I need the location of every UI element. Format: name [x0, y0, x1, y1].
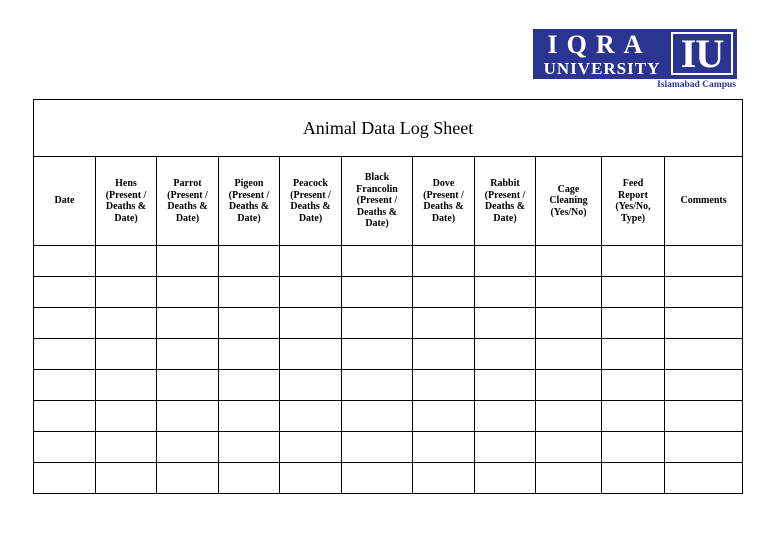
table-cell[interactable] [280, 370, 342, 401]
column-header: Parrot (Present / Deaths & Date) [157, 157, 219, 246]
table-cell[interactable] [536, 308, 602, 339]
table-cell[interactable] [602, 463, 665, 494]
table-cell[interactable] [96, 308, 157, 339]
table-cell[interactable] [342, 277, 413, 308]
table-cell[interactable] [157, 308, 219, 339]
university-logo [533, 29, 737, 79]
table-cell[interactable] [475, 246, 536, 277]
table-cell[interactable] [157, 370, 219, 401]
table-cell[interactable] [34, 463, 96, 494]
table-cell[interactable] [665, 432, 743, 463]
table-cell[interactable] [665, 308, 743, 339]
table-cell[interactable] [342, 463, 413, 494]
table-cell[interactable] [34, 370, 96, 401]
table-cell[interactable] [602, 246, 665, 277]
table-cell[interactable] [602, 370, 665, 401]
column-header: Dove (Present / Deaths & Date) [413, 157, 475, 246]
table-cell[interactable] [342, 432, 413, 463]
column-header: Black Francolin (Present / Deaths & Date) [342, 157, 413, 246]
table-cell[interactable] [413, 246, 475, 277]
table-cell[interactable] [413, 370, 475, 401]
table-cell[interactable] [413, 308, 475, 339]
table-cell[interactable] [280, 308, 342, 339]
table-cell[interactable] [219, 432, 280, 463]
table-row [34, 277, 743, 308]
table-cell[interactable] [34, 246, 96, 277]
logo-mark: IU [671, 32, 733, 75]
table-cell[interactable] [413, 463, 475, 494]
table-cell[interactable] [536, 401, 602, 432]
table-cell[interactable] [219, 246, 280, 277]
table-cell[interactable] [536, 463, 602, 494]
table-cell[interactable] [536, 277, 602, 308]
table-cell[interactable] [413, 401, 475, 432]
column-header: Peacock (Present / Deaths & Date) [280, 157, 342, 246]
table-cell[interactable] [475, 432, 536, 463]
table-cell[interactable] [342, 308, 413, 339]
table-cell[interactable] [602, 401, 665, 432]
table-cell[interactable] [34, 432, 96, 463]
table-row [34, 246, 743, 277]
table-cell[interactable] [475, 308, 536, 339]
column-header: Hens (Present / Deaths & Date) [96, 157, 157, 246]
table-cell[interactable] [280, 339, 342, 370]
table-cell[interactable] [602, 277, 665, 308]
table-cell[interactable] [280, 277, 342, 308]
table-row [34, 308, 743, 339]
table-cell[interactable] [536, 339, 602, 370]
table-header-row [34, 157, 743, 246]
table-cell[interactable] [219, 339, 280, 370]
table-cell[interactable] [665, 401, 743, 432]
table-cell[interactable] [475, 463, 536, 494]
table-cell[interactable] [475, 370, 536, 401]
table-cell[interactable] [602, 432, 665, 463]
logo-subtitle: UNIVERSITY [543, 59, 661, 78]
column-header: Rabbit (Present / Deaths & Date) [475, 157, 536, 246]
table-cell[interactable] [219, 308, 280, 339]
sheet-title: Animal Data Log Sheet [34, 100, 743, 157]
table-cell[interactable] [413, 339, 475, 370]
table-row [34, 432, 743, 463]
table-cell[interactable] [665, 370, 743, 401]
table-cell[interactable] [536, 370, 602, 401]
table-cell[interactable] [34, 277, 96, 308]
table-cell[interactable] [342, 401, 413, 432]
table-cell[interactable] [602, 308, 665, 339]
table-cell[interactable] [157, 463, 219, 494]
table-cell[interactable] [536, 432, 602, 463]
table-cell[interactable] [280, 401, 342, 432]
column-header: Comments [665, 157, 743, 246]
table-cell[interactable] [413, 432, 475, 463]
table-cell[interactable] [342, 339, 413, 370]
table-cell[interactable] [665, 339, 743, 370]
column-header: Pigeon (Present / Deaths & Date) [219, 157, 280, 246]
table-cell[interactable] [157, 277, 219, 308]
table-cell[interactable] [602, 339, 665, 370]
table-cell[interactable] [665, 463, 743, 494]
table-cell[interactable] [157, 401, 219, 432]
table-cell[interactable] [665, 246, 743, 277]
logo-wordmark: IQRA [547, 30, 652, 59]
table-row [34, 339, 743, 370]
table-cell[interactable] [475, 339, 536, 370]
table-cell[interactable] [96, 277, 157, 308]
table-cell[interactable] [219, 463, 280, 494]
table-row [34, 463, 743, 494]
campus-label: Islamabad Campus [657, 80, 736, 90]
table-cell[interactable] [219, 277, 280, 308]
table-cell[interactable] [96, 463, 157, 494]
table-cell[interactable] [34, 339, 96, 370]
table-cell[interactable] [96, 339, 157, 370]
table-cell[interactable] [96, 432, 157, 463]
table-cell[interactable] [280, 463, 342, 494]
table-cell[interactable] [34, 308, 96, 339]
column-header: Feed Report (Yes/No, Type) [602, 157, 665, 246]
table-cell[interactable] [342, 246, 413, 277]
table-cell[interactable] [96, 370, 157, 401]
table-cell[interactable] [96, 401, 157, 432]
table-cell[interactable] [34, 401, 96, 432]
table-cell[interactable] [280, 246, 342, 277]
table-cell[interactable] [219, 370, 280, 401]
table-cell[interactable] [475, 277, 536, 308]
table-cell[interactable] [157, 339, 219, 370]
animal-log-table [33, 99, 743, 494]
table-cell[interactable] [280, 432, 342, 463]
column-header: Cage Cleaning (Yes/No) [536, 157, 602, 246]
table-cell[interactable] [219, 401, 280, 432]
table-cell[interactable] [475, 401, 536, 432]
table-row [34, 370, 743, 401]
table-cell[interactable] [157, 246, 219, 277]
table-cell[interactable] [96, 246, 157, 277]
column-header: Date [34, 157, 96, 246]
table-cell[interactable] [536, 246, 602, 277]
table-cell[interactable] [413, 277, 475, 308]
table-cell[interactable] [665, 277, 743, 308]
table-row [34, 401, 743, 432]
table-cell[interactable] [157, 432, 219, 463]
table-cell[interactable] [342, 370, 413, 401]
